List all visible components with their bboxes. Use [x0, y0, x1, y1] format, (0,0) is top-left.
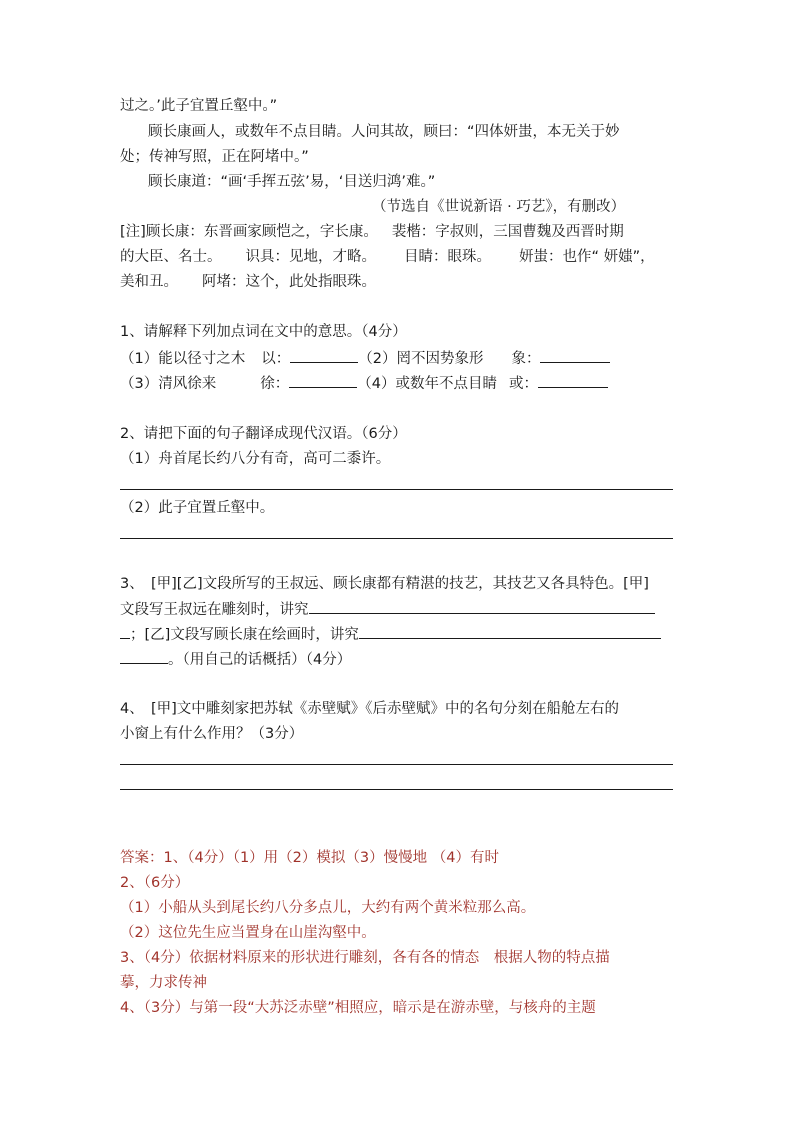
q1-item-2: （2）罔不因势象形: [358, 351, 484, 367]
passage-line-3: 处；传神写照，正在阿堵中。”: [120, 149, 309, 165]
q2-title: 2、请把下面的句子翻译成现代汉语。（6分）: [120, 426, 407, 442]
answer-1: 答案：1、（4分）（1）用（2）模拟（3）慢慢地 （4）有时: [120, 850, 499, 866]
q2-answer-line-2[interactable]: [120, 538, 673, 539]
q1-item-1: （1）能以径寸之木: [120, 351, 246, 367]
answer-3-line-2: 摹，力求传神: [120, 975, 207, 991]
answer-4-line-1: 4、（3分）与第一段“大苏泛赤壁”相照应，暗示是在游赤壁，与核舟的主题: [120, 1000, 596, 1016]
note-2a: 的大臣、名士。: [120, 249, 222, 265]
q2-sentence-2: （2）此子宜置丘壑中。: [120, 500, 275, 516]
passage-line-4: 顾长康道：“画‘手挥五弦’易，‘目送归鸿’难。”: [148, 174, 436, 190]
q1-word-1: 以：: [261, 351, 291, 367]
q4-answer-line-2[interactable]: [120, 789, 673, 790]
q4-answer-line-1[interactable]: [120, 764, 673, 765]
note-3b: 阿堵：这个，此处指眼珠。: [202, 274, 376, 290]
q4-line-2: 小窗上有什么作用？（3分）: [120, 726, 304, 742]
q1-row-2: [120, 373, 608, 394]
passage-line-1: 过之。’此子宜置丘壑中。”: [120, 98, 278, 114]
q3-prompt-b: ；[乙]文段写顾长康在绘画时，讲究: [130, 627, 359, 643]
q3-suffix: 。（用自己的话概括）（4分）: [168, 652, 352, 668]
q3-line-1: 3、 [甲][乙]文段所写的王叔远、顾长康都有精湛的技艺，其技艺又各具特色。[甲]: [120, 576, 649, 592]
q1-blank-3[interactable]: [289, 373, 357, 388]
note-3a: 美和丑。: [120, 274, 178, 290]
q1-word-2: 象：: [511, 351, 541, 367]
note-2c: 目睛：眼珠。: [404, 249, 491, 265]
answer-2-heading: 2、（6分）: [120, 875, 190, 891]
q1-item-3: （3）清风徐来: [120, 376, 217, 392]
q1-word-4: 或：: [508, 376, 538, 392]
q3-line-3: [120, 624, 661, 645]
q3-blank-a-cont[interactable]: [120, 624, 130, 639]
answer-3-line-1: 3、（4分）依据材料原来的形状进行雕刻，各有各的情态 根据人物的特点描: [120, 950, 610, 966]
q3-line-4: [120, 649, 351, 670]
passage-line-2: 顾长康画人，或数年不点目睛。人问其故，顾曰：“四体妍蚩，本无关于妙: [148, 124, 620, 140]
q4-line-1: 4、 [甲]文中雕刻家把苏轼《赤壁赋》《后赤壁赋》中的名句分刻在船舱左右的: [120, 701, 620, 717]
note-2d: 妍蚩：也作“ 妍媸”，: [519, 249, 655, 265]
q1-word-3: 徐：: [260, 376, 290, 392]
note-1b: 裴楷：字叔则，三国曹魏及西晋时期: [391, 224, 624, 240]
q1-blank-4[interactable]: [538, 373, 608, 388]
q3-line-2: [120, 599, 655, 620]
q2-answer-line-1[interactable]: [120, 489, 673, 490]
q1-row-1: [120, 348, 610, 369]
answer-2-2: （2）这位先生应当置身在山崖沟壑中。: [120, 925, 376, 941]
q3-blank-b-cont[interactable]: [120, 649, 168, 664]
note-line-1: [120, 222, 624, 242]
note-line-2: [120, 247, 655, 267]
note-2b: 识具：见地，才略。: [245, 249, 376, 265]
q1-blank-2[interactable]: [540, 348, 610, 363]
passage-source: （节选自《世说新语 · 巧艺》，有删改）: [372, 199, 626, 215]
q2-sentence-1: （1）舟首尾长约八分有奇，高可二黍许。: [120, 451, 391, 467]
q1-blank-1[interactable]: [290, 348, 358, 363]
note-1a: [注]顾长康：东晋画家顾恺之，字长康。: [120, 224, 378, 240]
answer-2-1: （1）小船从头到尾长约八分多点儿，大约有两个黄米粒那么高。: [120, 900, 536, 916]
q1-title: 1、请解释下列加点词在文中的意思。（4分）: [120, 324, 407, 340]
q3-prompt-a: 文段写王叔远在雕刻时，讲究: [120, 602, 309, 618]
q1-item-4: （4）或数年不点目睛: [357, 376, 497, 392]
q3-blank-b[interactable]: [359, 624, 661, 639]
note-line-3: [120, 272, 376, 292]
q3-blank-a[interactable]: [309, 599, 655, 614]
